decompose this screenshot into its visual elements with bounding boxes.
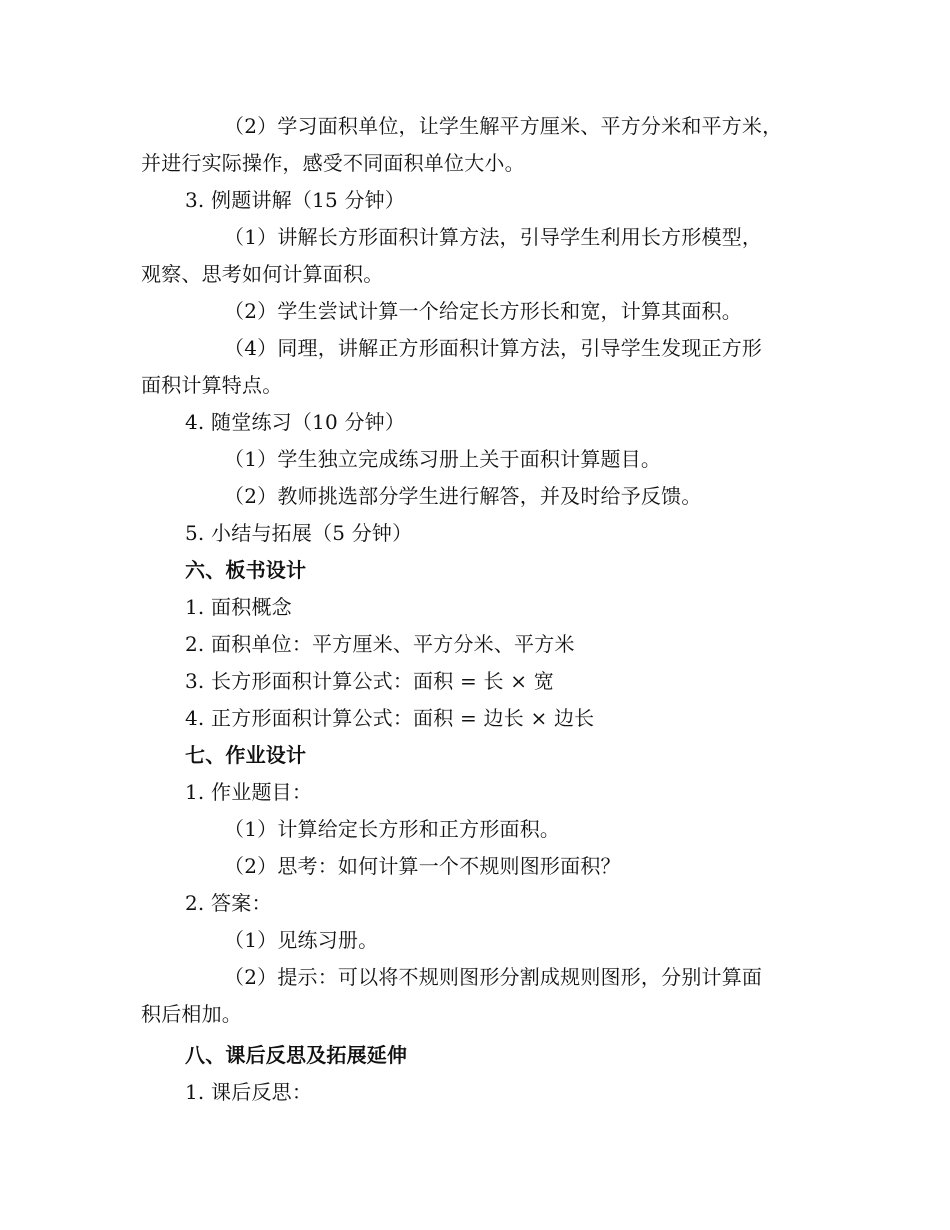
section-heading: 六、板书设计: [185, 558, 307, 582]
paragraph-line: （1）学生独立完成练习册上关于面积计算题目。: [224, 447, 662, 471]
paragraph-line: （2）教师挑选部分学生进行解答，并及时给予反馈。: [224, 484, 702, 508]
list-item: 4. 随堂练习（10 分钟）: [185, 410, 406, 434]
paragraph-line: 面积计算特点。: [141, 373, 283, 397]
list-item: 2. 答案：: [185, 891, 272, 915]
list-item: 4. 正方形面积计算公式：面积 = 边长 × 边长: [185, 706, 595, 730]
paragraph-line: 观察、思考如何计算面积。: [141, 262, 384, 286]
list-item: 1. 作业题目：: [185, 780, 313, 804]
list-item: 5. 小结与拓展（5 分钟）: [185, 521, 413, 545]
paragraph-line: （4）同理，讲解正方形面积计算方法，引导学生发现正方形: [224, 336, 763, 360]
section-heading: 八、课后反思及拓展延伸: [185, 1043, 408, 1067]
section-heading: 七、作业设计: [185, 743, 307, 767]
paragraph-line: 并进行实际操作，感受不同面积单位大小。: [141, 151, 525, 175]
paragraph-line: （2）学习面积单位，让学生解平方厘米、平方分米和平方米，: [224, 114, 783, 138]
paragraph-line: （1）讲解长方形面积计算方法，引导学生利用长方形模型，: [224, 225, 763, 249]
paragraph-line: （2）思考：如何计算一个不规则图形面积？: [224, 854, 621, 878]
paragraph-line: （2）学生尝试计算一个给定长方形长和宽，计算其面积。: [224, 299, 742, 323]
list-item: 2. 面积单位：平方厘米、平方分米、平方米: [185, 632, 575, 656]
paragraph-line: （1）见练习册。: [224, 928, 379, 952]
document-body: [141, 108, 801, 1111]
list-item: 1. 面积概念: [185, 595, 292, 619]
list-item: 3. 例题讲解（15 分钟）: [185, 188, 406, 212]
paragraph-line: （1）计算给定长方形和正方形面积。: [224, 817, 561, 841]
paragraph-line: （2）提示：可以将不规则图形分割成规则图形，分别计算面: [224, 965, 763, 989]
paragraph-line: 积后相加。: [141, 1002, 242, 1026]
list-item: 3. 长方形面积计算公式：面积 = 长 × 宽: [185, 669, 554, 693]
list-item: 1. 课后反思：: [185, 1080, 313, 1104]
